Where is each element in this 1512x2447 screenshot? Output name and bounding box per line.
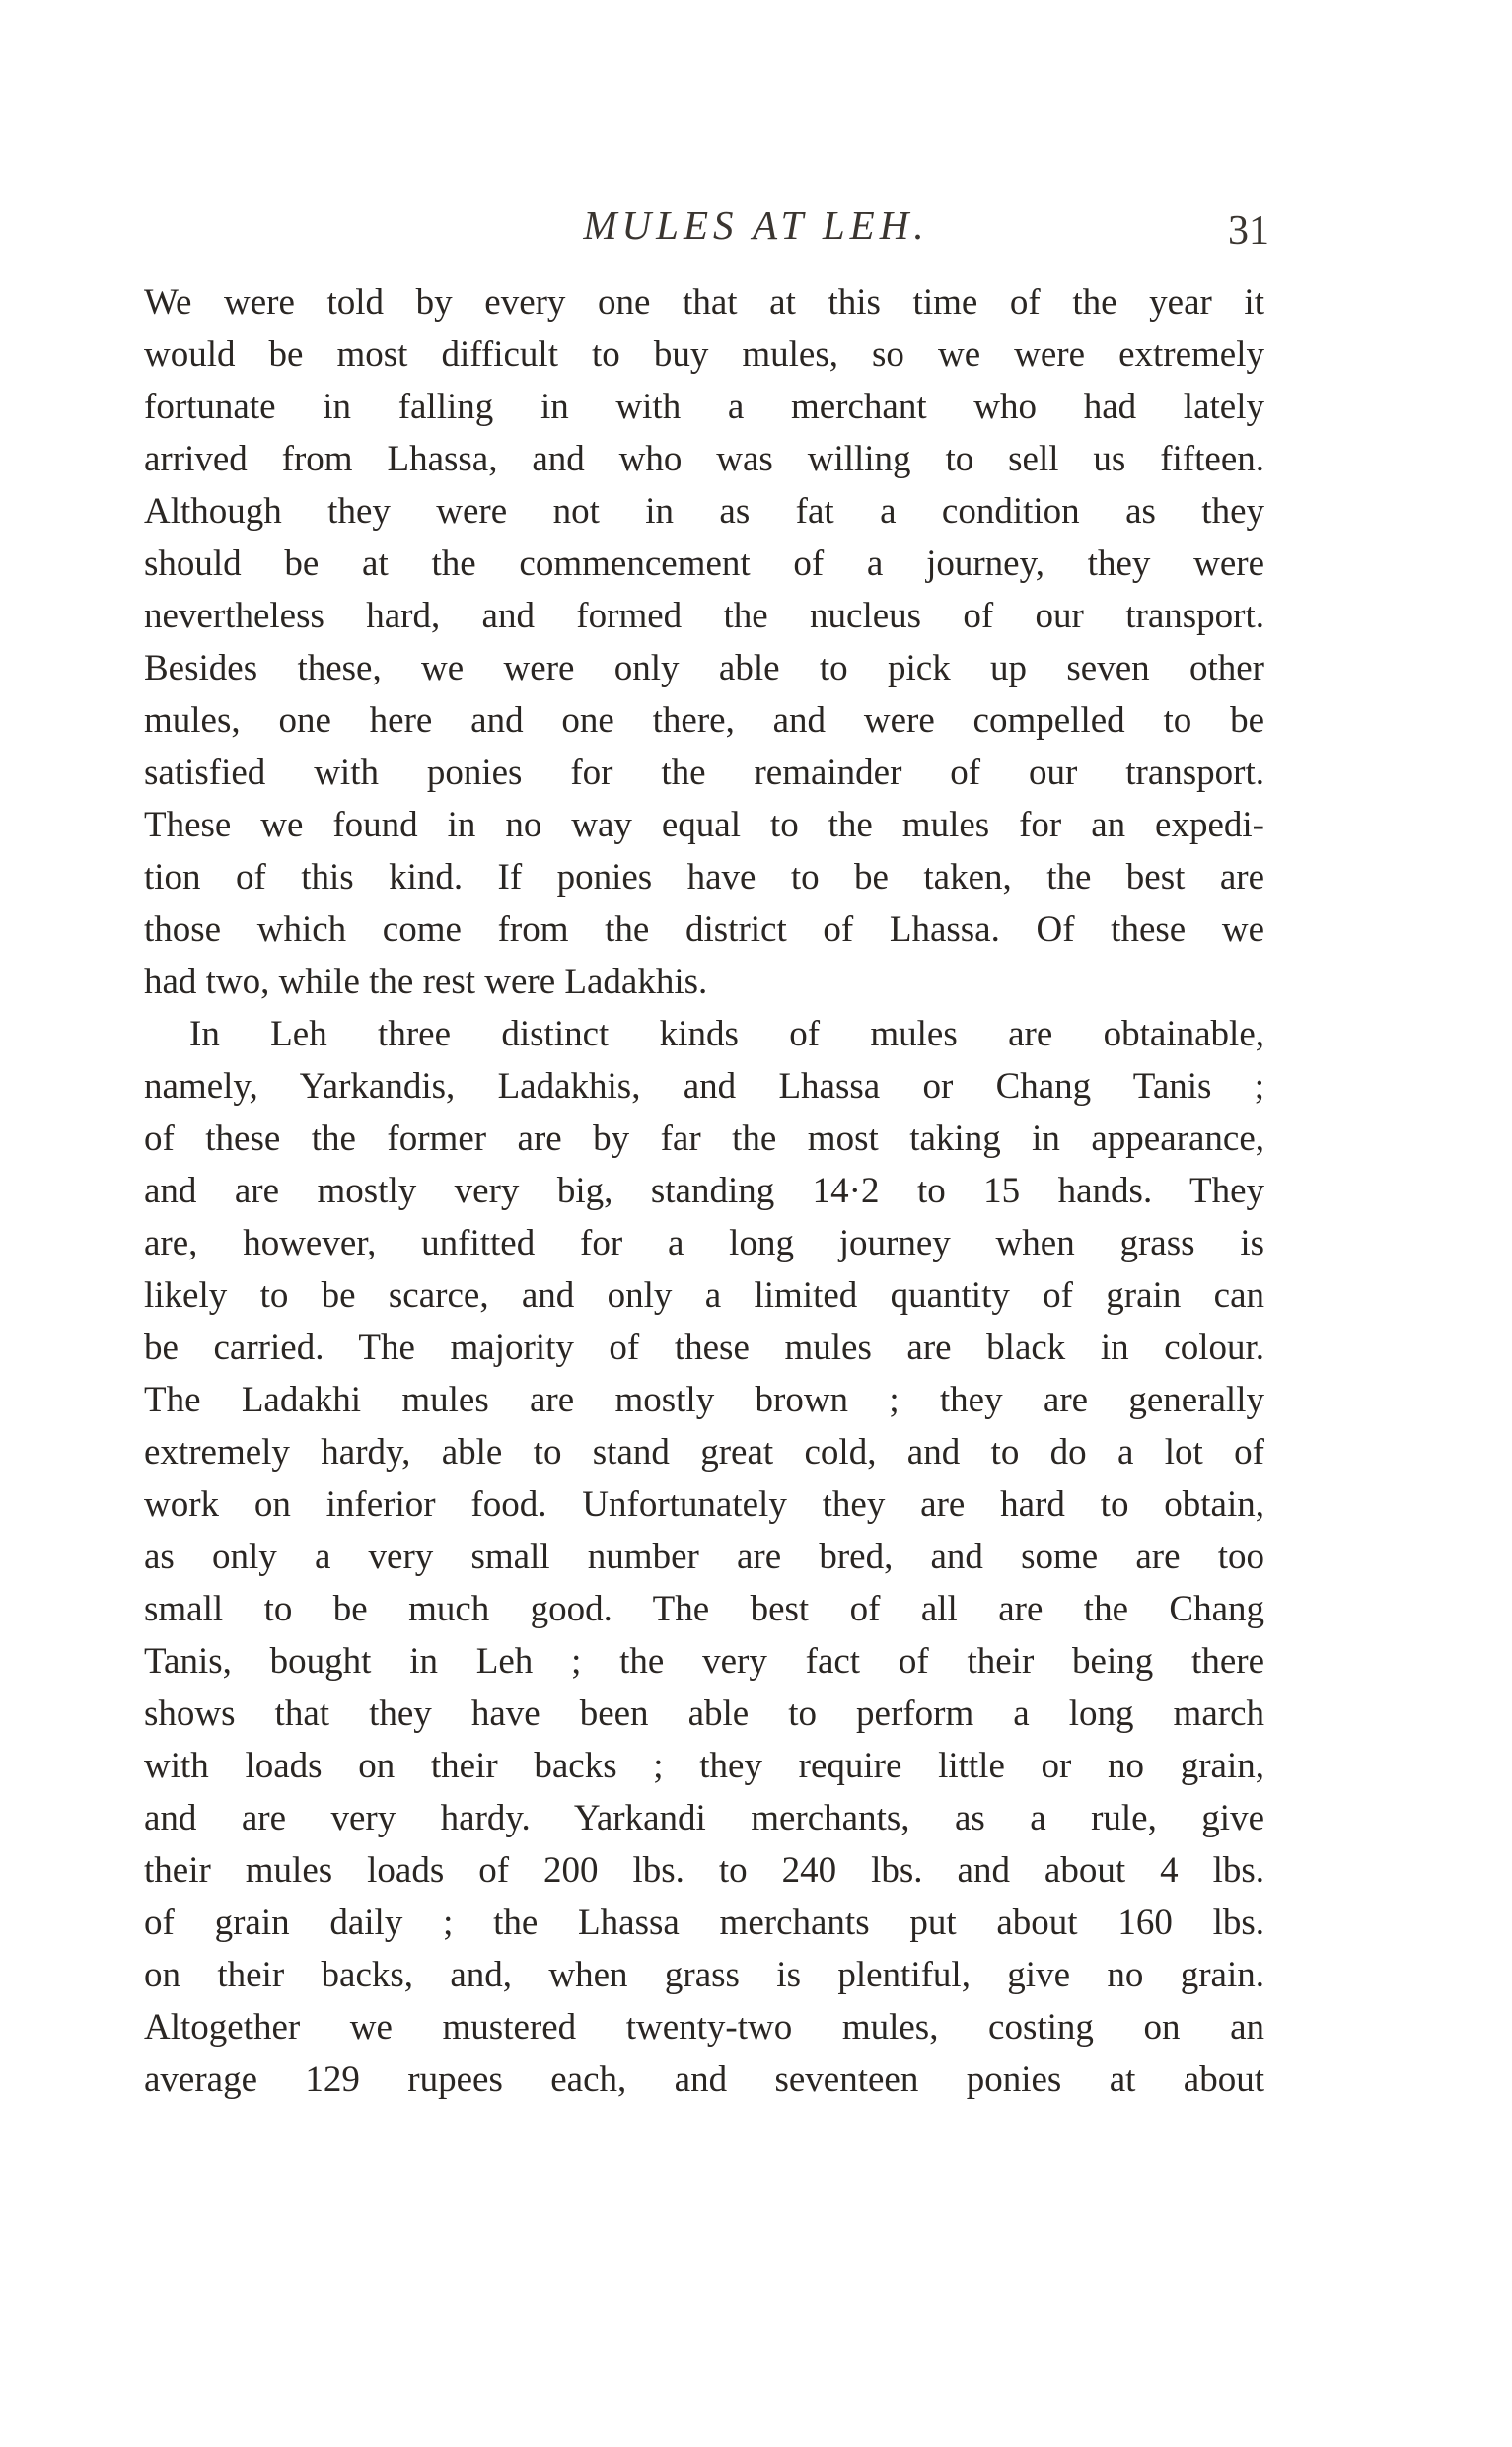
text-line: namely, Yarkandis, Ladakhis, and Lhassa or Chang Tanis ;: [144, 1066, 1264, 1107]
body-text: [144, 276, 1264, 2106]
text-line: their mules loads of 200 lbs. to 240 lbs. and about 4 lbs.: [144, 1850, 1264, 1891]
text-line: satisfied with ponies for the remainder of our transport.: [144, 753, 1264, 793]
text-line: and are mostly very big, standing 14·2 to 15 hands. They: [144, 1171, 1264, 1211]
page-number: 31: [1228, 208, 1269, 253]
text-line: average 129 rupees each, and seventeen ponies at about: [144, 2059, 1264, 2100]
text-line: work on inferior food. Unfortunately they are hard to obtain,: [144, 1484, 1264, 1525]
text-line: shows that they have been able to perform a long march: [144, 1693, 1264, 1734]
text-line: nevertheless hard, and formed the nucleus of our transport.: [144, 596, 1264, 636]
running-title: MULES AT LEH.: [583, 202, 929, 248]
text-line: would be most difficult to buy mules, so we were extremely: [144, 334, 1264, 375]
text-line: We were told by every one that at this time of the year it: [144, 282, 1264, 323]
text-line: of these the former are by far the most taking in appearance,: [144, 1118, 1264, 1159]
text-line: Altogether we mustered twenty-two mules, costing on an: [144, 2007, 1264, 2048]
text-line: with loads on their backs ; they require little or no grain,: [144, 1746, 1264, 1786]
text-line: In Leh three distinct kinds of mules are obtainable,: [189, 1014, 1264, 1054]
text-line: are, however, unfitted for a long journey when grass is: [144, 1223, 1264, 1263]
text-line: of grain daily ; the Lhassa merchants put about 160 lbs.: [144, 1903, 1264, 1943]
text-line: small to be much good. The best of all are the Chang: [144, 1589, 1264, 1629]
text-line: as only a very small number are bred, and some are too: [144, 1537, 1264, 1577]
text-line: Besides these, we were only able to pick up seven other: [144, 648, 1264, 688]
text-line: had two, while the rest were Ladakhis.: [144, 962, 708, 1002]
text-line: fortunate in falling in with a merchant who had lately: [144, 387, 1264, 427]
text-line: likely to be scarce, and only a limited quantity of grain can: [144, 1275, 1264, 1316]
text-line: These we found in no way equal to the mules for an expedi-: [144, 805, 1264, 845]
text-line: Tanis, bought in Leh ; the very fact of their being there: [144, 1641, 1264, 1682]
text-line: on their backs, and, when grass is plentiful, give no grain.: [144, 1955, 1264, 1995]
text-line: Although they were not in as fat a condition as they: [144, 491, 1264, 532]
paragraph-2: [144, 1008, 1264, 2106]
text-line: The Ladakhi mules are mostly brown ; they are generally: [144, 1380, 1264, 1420]
text-line: tion of this kind. If ponies have to be taken, the best are: [144, 857, 1264, 898]
text-line: should be at the commencement of a journey, they were: [144, 543, 1264, 584]
text-line: be carried. The majority of these mules are black in colour.: [144, 1328, 1264, 1368]
paragraph-1: [144, 276, 1264, 1008]
text-line: and are very hardy. Yarkandi merchants, as a rule, give: [144, 1798, 1264, 1838]
text-line: mules, one here and one there, and were compelled to be: [144, 700, 1264, 741]
text-line: those which come from the district of Lhassa. Of these we: [144, 909, 1264, 950]
text-line: extremely hardy, able to stand great cold, and to do a lot of: [144, 1432, 1264, 1473]
running-head: [0, 195, 1512, 254]
text-line: arrived from Lhassa, and who was willing to sell us fifteen.: [144, 439, 1264, 479]
